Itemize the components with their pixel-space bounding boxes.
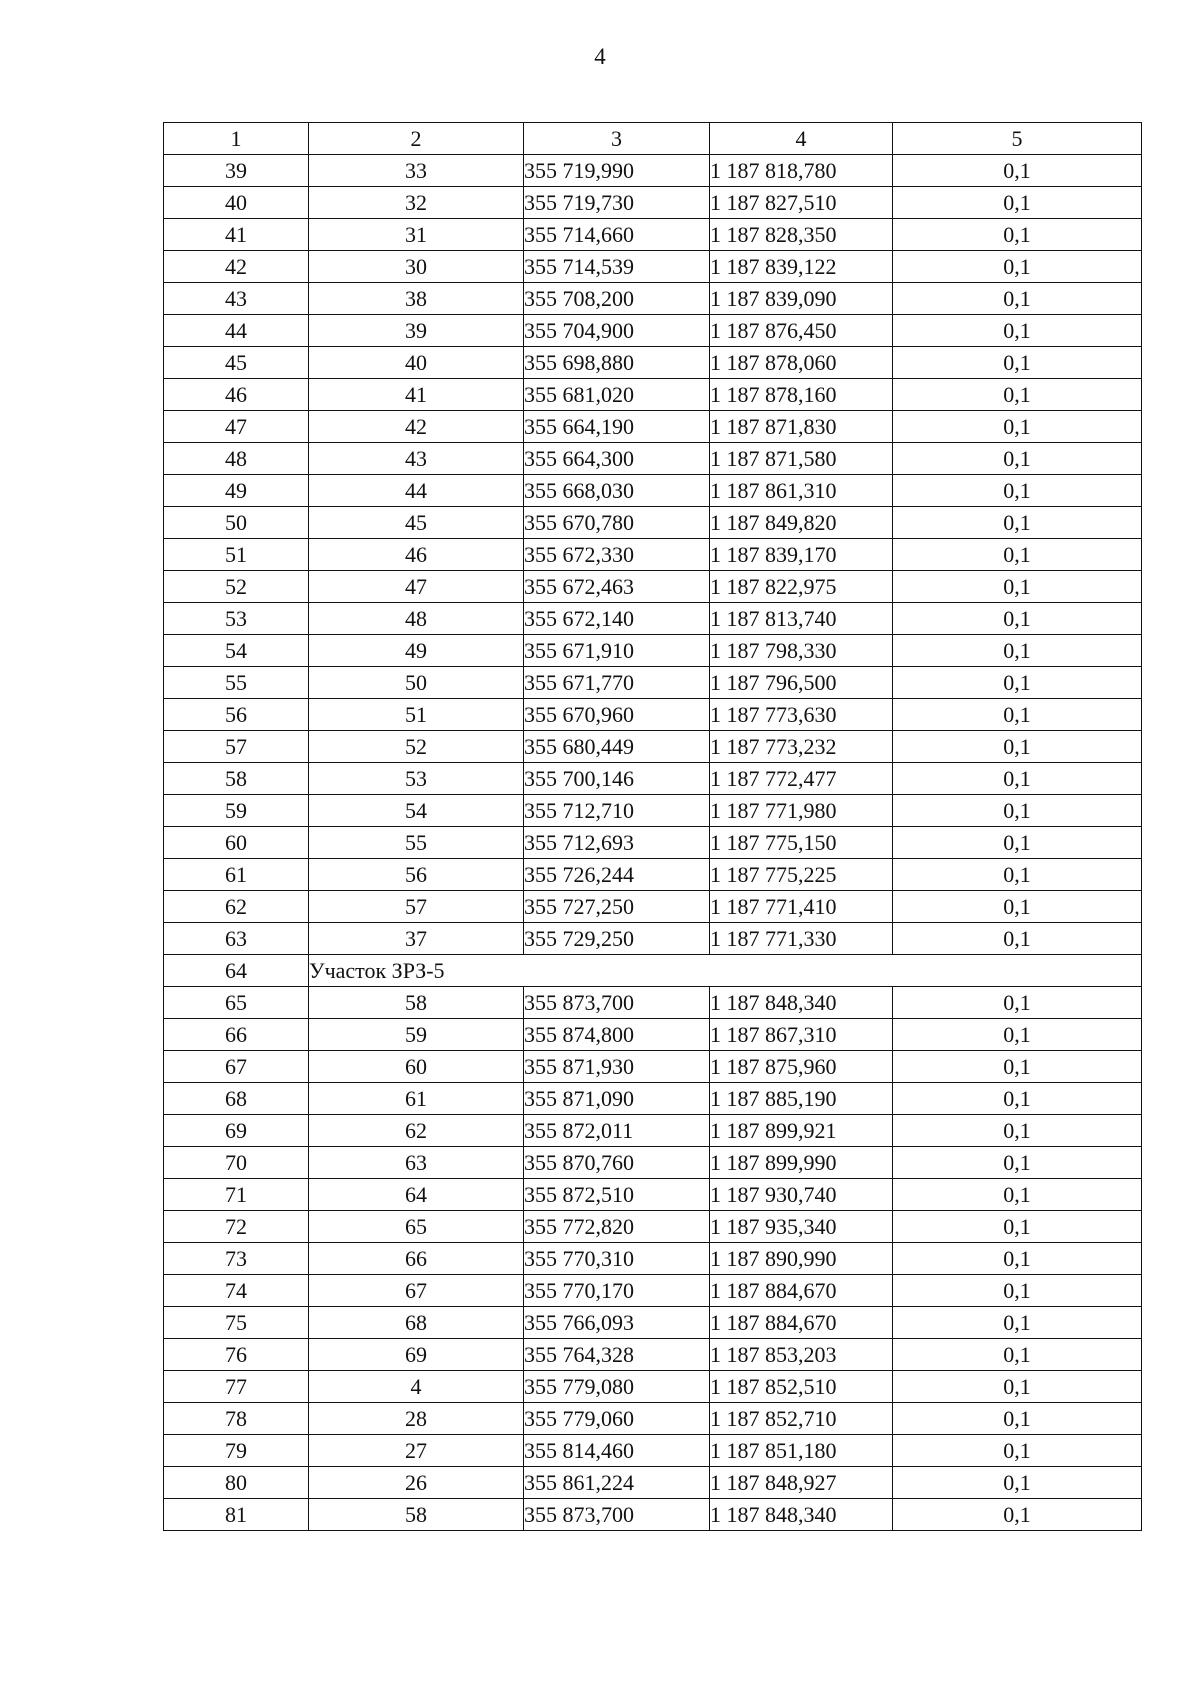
- table-row: [164, 539, 1142, 571]
- x-coordinate-cell: 355 871,930: [524, 1051, 710, 1083]
- point-number-cell: 64: [164, 955, 309, 987]
- accuracy-cell: 0,1: [893, 795, 1142, 827]
- accuracy-cell: 0,1: [893, 251, 1142, 283]
- y-coordinate-cell: 1 187 930,740: [710, 1179, 893, 1211]
- table-row: [164, 1275, 1142, 1307]
- accuracy-cell: 0,1: [893, 571, 1142, 603]
- point-number-cell: 67: [164, 1051, 309, 1083]
- table-row: [164, 411, 1142, 443]
- point-number-cell: 77: [164, 1371, 309, 1403]
- x-coordinate-cell: 355 726,244: [524, 859, 710, 891]
- y-coordinate-cell: 1 187 798,330: [710, 635, 893, 667]
- point-number-cell: 42: [164, 251, 309, 283]
- vertex-number-cell: 57: [309, 891, 524, 923]
- x-coordinate-cell: 355 698,880: [524, 347, 710, 379]
- point-number-cell: 41: [164, 219, 309, 251]
- table-row: [164, 795, 1142, 827]
- point-number-cell: 60: [164, 827, 309, 859]
- point-number-cell: 43: [164, 283, 309, 315]
- table-row: [164, 219, 1142, 251]
- x-coordinate-cell: 355 668,030: [524, 475, 710, 507]
- vertex-number-cell: 43: [309, 443, 524, 475]
- x-coordinate-cell: 355 712,710: [524, 795, 710, 827]
- x-coordinate-cell: 355 779,080: [524, 1371, 710, 1403]
- vertex-number-cell: 58: [309, 987, 524, 1019]
- table-row: [164, 1467, 1142, 1499]
- vertex-number-cell: 51: [309, 699, 524, 731]
- table-row: [164, 1051, 1142, 1083]
- accuracy-cell: 0,1: [893, 315, 1142, 347]
- accuracy-cell: 0,1: [893, 987, 1142, 1019]
- accuracy-cell: 0,1: [893, 155, 1142, 187]
- point-number-cell: 52: [164, 571, 309, 603]
- y-coordinate-cell: 1 187 772,477: [710, 763, 893, 795]
- table-row: [164, 1339, 1142, 1371]
- point-number-cell: 71: [164, 1179, 309, 1211]
- x-coordinate-cell: 355 861,224: [524, 1467, 710, 1499]
- vertex-number-cell: 41: [309, 379, 524, 411]
- point-number-cell: 50: [164, 507, 309, 539]
- y-coordinate-cell: 1 187 827,510: [710, 187, 893, 219]
- y-coordinate-cell: 1 187 848,340: [710, 987, 893, 1019]
- accuracy-cell: 0,1: [893, 1243, 1142, 1275]
- accuracy-cell: 0,1: [893, 635, 1142, 667]
- point-number-cell: 78: [164, 1403, 309, 1435]
- x-coordinate-cell: 355 772,820: [524, 1211, 710, 1243]
- y-coordinate-cell: 1 187 771,330: [710, 923, 893, 955]
- x-coordinate-cell: 355 873,700: [524, 987, 710, 1019]
- vertex-number-cell: 37: [309, 923, 524, 955]
- table-row: [164, 283, 1142, 315]
- table-row: [164, 635, 1142, 667]
- table-row: [164, 1243, 1142, 1275]
- accuracy-cell: 0,1: [893, 1115, 1142, 1147]
- accuracy-cell: 0,1: [893, 1435, 1142, 1467]
- x-coordinate-cell: 355 672,330: [524, 539, 710, 571]
- x-coordinate-cell: 355 704,900: [524, 315, 710, 347]
- y-coordinate-cell: 1 187 899,990: [710, 1147, 893, 1179]
- table-row: [164, 827, 1142, 859]
- point-number-cell: 80: [164, 1467, 309, 1499]
- x-coordinate-cell: 355 719,730: [524, 187, 710, 219]
- point-number-cell: 65: [164, 987, 309, 1019]
- point-number-cell: 54: [164, 635, 309, 667]
- vertex-number-cell: 44: [309, 475, 524, 507]
- table-row: [164, 859, 1142, 891]
- y-coordinate-cell: 1 187 775,225: [710, 859, 893, 891]
- point-number-cell: 81: [164, 1499, 309, 1531]
- x-coordinate-cell: 355 681,020: [524, 379, 710, 411]
- x-coordinate-cell: 355 672,140: [524, 603, 710, 635]
- point-number-cell: 56: [164, 699, 309, 731]
- accuracy-cell: 0,1: [893, 603, 1142, 635]
- accuracy-cell: 0,1: [893, 1211, 1142, 1243]
- point-number-cell: 39: [164, 155, 309, 187]
- table-row: [164, 571, 1142, 603]
- vertex-number-cell: 40: [309, 347, 524, 379]
- header-cell: 2: [309, 123, 524, 155]
- y-coordinate-cell: 1 187 871,830: [710, 411, 893, 443]
- vertex-number-cell: 55: [309, 827, 524, 859]
- point-number-cell: 45: [164, 347, 309, 379]
- y-coordinate-cell: 1 187 851,180: [710, 1435, 893, 1467]
- table-row: [164, 315, 1142, 347]
- x-coordinate-cell: 355 764,328: [524, 1339, 710, 1371]
- x-coordinate-cell: 355 672,463: [524, 571, 710, 603]
- table-row: [164, 667, 1142, 699]
- point-number-cell: 72: [164, 1211, 309, 1243]
- vertex-number-cell: 49: [309, 635, 524, 667]
- point-number-cell: 59: [164, 795, 309, 827]
- x-coordinate-cell: 355 872,011: [524, 1115, 710, 1147]
- table-row: [164, 379, 1142, 411]
- x-coordinate-cell: 355 770,310: [524, 1243, 710, 1275]
- point-number-cell: 58: [164, 763, 309, 795]
- y-coordinate-cell: 1 187 839,090: [710, 283, 893, 315]
- accuracy-cell: 0,1: [893, 283, 1142, 315]
- y-coordinate-cell: 1 187 848,927: [710, 1467, 893, 1499]
- vertex-number-cell: 59: [309, 1019, 524, 1051]
- table-row: [164, 507, 1142, 539]
- x-coordinate-cell: 355 680,449: [524, 731, 710, 763]
- table-body: [164, 123, 1142, 1531]
- table-row: [164, 1371, 1142, 1403]
- table-row: [164, 603, 1142, 635]
- accuracy-cell: 0,1: [893, 1371, 1142, 1403]
- y-coordinate-cell: 1 187 890,990: [710, 1243, 893, 1275]
- table-row: [164, 699, 1142, 731]
- vertex-number-cell: 39: [309, 315, 524, 347]
- vertex-number-cell: 66: [309, 1243, 524, 1275]
- accuracy-cell: 0,1: [893, 1019, 1142, 1051]
- x-coordinate-cell: 355 874,800: [524, 1019, 710, 1051]
- y-coordinate-cell: 1 187 771,980: [710, 795, 893, 827]
- vertex-number-cell: 63: [309, 1147, 524, 1179]
- accuracy-cell: 0,1: [893, 859, 1142, 891]
- accuracy-cell: 0,1: [893, 507, 1142, 539]
- x-coordinate-cell: 355 729,250: [524, 923, 710, 955]
- y-coordinate-cell: 1 187 867,310: [710, 1019, 893, 1051]
- y-coordinate-cell: 1 187 773,630: [710, 699, 893, 731]
- accuracy-cell: 0,1: [893, 411, 1142, 443]
- accuracy-cell: 0,1: [893, 1083, 1142, 1115]
- accuracy-cell: 0,1: [893, 1275, 1142, 1307]
- point-number-cell: 62: [164, 891, 309, 923]
- table-row: [164, 1403, 1142, 1435]
- vertex-number-cell: 67: [309, 1275, 524, 1307]
- vertex-number-cell: 56: [309, 859, 524, 891]
- vertex-number-cell: 42: [309, 411, 524, 443]
- accuracy-cell: 0,1: [893, 443, 1142, 475]
- accuracy-cell: 0,1: [893, 539, 1142, 571]
- vertex-number-cell: 53: [309, 763, 524, 795]
- point-number-cell: 49: [164, 475, 309, 507]
- accuracy-cell: 0,1: [893, 1179, 1142, 1211]
- vertex-number-cell: 60: [309, 1051, 524, 1083]
- accuracy-cell: 0,1: [893, 379, 1142, 411]
- point-number-cell: 63: [164, 923, 309, 955]
- accuracy-cell: 0,1: [893, 1499, 1142, 1531]
- x-coordinate-cell: 355 714,539: [524, 251, 710, 283]
- vertex-number-cell: 28: [309, 1403, 524, 1435]
- vertex-number-cell: 48: [309, 603, 524, 635]
- accuracy-cell: 0,1: [893, 699, 1142, 731]
- y-coordinate-cell: 1 187 885,190: [710, 1083, 893, 1115]
- x-coordinate-cell: 355 714,660: [524, 219, 710, 251]
- section-title-cell: Участок ЗРЗ-5: [309, 955, 1142, 987]
- point-number-cell: 79: [164, 1435, 309, 1467]
- point-number-cell: 66: [164, 1019, 309, 1051]
- accuracy-cell: 0,1: [893, 475, 1142, 507]
- y-coordinate-cell: 1 187 818,780: [710, 155, 893, 187]
- x-coordinate-cell: 355 770,170: [524, 1275, 710, 1307]
- x-coordinate-cell: 355 873,700: [524, 1499, 710, 1531]
- vertex-number-cell: 31: [309, 219, 524, 251]
- table-row: [164, 251, 1142, 283]
- point-number-cell: 74: [164, 1275, 309, 1307]
- point-number-cell: 69: [164, 1115, 309, 1147]
- accuracy-cell: 0,1: [893, 187, 1142, 219]
- x-coordinate-cell: 355 871,090: [524, 1083, 710, 1115]
- x-coordinate-cell: 355 670,960: [524, 699, 710, 731]
- y-coordinate-cell: 1 187 771,410: [710, 891, 893, 923]
- vertex-number-cell: 33: [309, 155, 524, 187]
- vertex-number-cell: 27: [309, 1435, 524, 1467]
- table-row: [164, 1435, 1142, 1467]
- y-coordinate-cell: 1 187 828,350: [710, 219, 893, 251]
- header-cell: 5: [893, 123, 1142, 155]
- accuracy-cell: 0,1: [893, 827, 1142, 859]
- header-cell: 4: [710, 123, 893, 155]
- point-number-cell: 75: [164, 1307, 309, 1339]
- y-coordinate-cell: 1 187 884,670: [710, 1275, 893, 1307]
- y-coordinate-cell: 1 187 839,170: [710, 539, 893, 571]
- y-coordinate-cell: 1 187 875,960: [710, 1051, 893, 1083]
- vertex-number-cell: 54: [309, 795, 524, 827]
- table-row: [164, 1147, 1142, 1179]
- point-number-cell: 47: [164, 411, 309, 443]
- vertex-number-cell: 30: [309, 251, 524, 283]
- vertex-number-cell: 61: [309, 1083, 524, 1115]
- point-number-cell: 48: [164, 443, 309, 475]
- table-row: [164, 1083, 1142, 1115]
- table-row: [164, 923, 1142, 955]
- y-coordinate-cell: 1 187 852,510: [710, 1371, 893, 1403]
- vertex-number-cell: 58: [309, 1499, 524, 1531]
- x-coordinate-cell: 355 814,460: [524, 1435, 710, 1467]
- vertex-number-cell: 68: [309, 1307, 524, 1339]
- point-number-cell: 46: [164, 379, 309, 411]
- page-number: 4: [594, 44, 606, 69]
- table-row: [164, 1499, 1142, 1531]
- x-coordinate-cell: 355 719,990: [524, 155, 710, 187]
- header-cell: 3: [524, 123, 710, 155]
- vertex-number-cell: 69: [309, 1339, 524, 1371]
- x-coordinate-cell: 355 872,510: [524, 1179, 710, 1211]
- table-row: [164, 155, 1142, 187]
- y-coordinate-cell: 1 187 775,150: [710, 827, 893, 859]
- accuracy-cell: 0,1: [893, 1403, 1142, 1435]
- point-number-cell: 68: [164, 1083, 309, 1115]
- table-header-row: [164, 123, 1142, 155]
- x-coordinate-cell: 355 712,693: [524, 827, 710, 859]
- table-row: [164, 1211, 1142, 1243]
- x-coordinate-cell: 355 671,910: [524, 635, 710, 667]
- y-coordinate-cell: 1 187 853,203: [710, 1339, 893, 1371]
- table-row: [164, 1115, 1142, 1147]
- point-number-cell: 51: [164, 539, 309, 571]
- x-coordinate-cell: 355 671,770: [524, 667, 710, 699]
- vertex-number-cell: 32: [309, 187, 524, 219]
- accuracy-cell: 0,1: [893, 347, 1142, 379]
- vertex-number-cell: 38: [309, 283, 524, 315]
- accuracy-cell: 0,1: [893, 1051, 1142, 1083]
- accuracy-cell: 0,1: [893, 763, 1142, 795]
- section-row: [164, 955, 1142, 987]
- y-coordinate-cell: 1 187 848,340: [710, 1499, 893, 1531]
- vertex-number-cell: 52: [309, 731, 524, 763]
- y-coordinate-cell: 1 187 871,580: [710, 443, 893, 475]
- vertex-number-cell: 50: [309, 667, 524, 699]
- table-row: [164, 187, 1142, 219]
- point-number-cell: 53: [164, 603, 309, 635]
- point-number-cell: 76: [164, 1339, 309, 1371]
- accuracy-cell: 0,1: [893, 1467, 1142, 1499]
- point-number-cell: 61: [164, 859, 309, 891]
- y-coordinate-cell: 1 187 849,820: [710, 507, 893, 539]
- y-coordinate-cell: 1 187 773,232: [710, 731, 893, 763]
- x-coordinate-cell: 355 664,300: [524, 443, 710, 475]
- header-cell: 1: [164, 123, 309, 155]
- accuracy-cell: 0,1: [893, 731, 1142, 763]
- vertex-number-cell: 26: [309, 1467, 524, 1499]
- table-row: [164, 1307, 1142, 1339]
- point-number-cell: 44: [164, 315, 309, 347]
- table-row: [164, 443, 1142, 475]
- x-coordinate-cell: 355 700,146: [524, 763, 710, 795]
- y-coordinate-cell: 1 187 899,921: [710, 1115, 893, 1147]
- table-row: [164, 731, 1142, 763]
- vertex-number-cell: 65: [309, 1211, 524, 1243]
- table-row: [164, 1179, 1142, 1211]
- accuracy-cell: 0,1: [893, 1147, 1142, 1179]
- y-coordinate-cell: 1 187 861,310: [710, 475, 893, 507]
- x-coordinate-cell: 355 727,250: [524, 891, 710, 923]
- accuracy-cell: 0,1: [893, 1307, 1142, 1339]
- x-coordinate-cell: 355 870,760: [524, 1147, 710, 1179]
- y-coordinate-cell: 1 187 852,710: [710, 1403, 893, 1435]
- coordinates-table: [163, 122, 1142, 1531]
- y-coordinate-cell: 1 187 884,670: [710, 1307, 893, 1339]
- x-coordinate-cell: 355 708,200: [524, 283, 710, 315]
- x-coordinate-cell: 355 664,190: [524, 411, 710, 443]
- vertex-number-cell: 4: [309, 1371, 524, 1403]
- y-coordinate-cell: 1 187 839,122: [710, 251, 893, 283]
- point-number-cell: 57: [164, 731, 309, 763]
- table-row: [164, 763, 1142, 795]
- y-coordinate-cell: 1 187 876,450: [710, 315, 893, 347]
- y-coordinate-cell: 1 187 878,060: [710, 347, 893, 379]
- accuracy-cell: 0,1: [893, 923, 1142, 955]
- accuracy-cell: 0,1: [893, 219, 1142, 251]
- vertex-number-cell: 64: [309, 1179, 524, 1211]
- y-coordinate-cell: 1 187 796,500: [710, 667, 893, 699]
- table-row: [164, 987, 1142, 1019]
- table-row: [164, 1019, 1142, 1051]
- point-number-cell: 73: [164, 1243, 309, 1275]
- x-coordinate-cell: 355 670,780: [524, 507, 710, 539]
- y-coordinate-cell: 1 187 935,340: [710, 1211, 893, 1243]
- vertex-number-cell: 46: [309, 539, 524, 571]
- point-number-cell: 40: [164, 187, 309, 219]
- vertex-number-cell: 45: [309, 507, 524, 539]
- accuracy-cell: 0,1: [893, 1339, 1142, 1371]
- point-number-cell: 70: [164, 1147, 309, 1179]
- point-number-cell: 55: [164, 667, 309, 699]
- table-row: [164, 891, 1142, 923]
- accuracy-cell: 0,1: [893, 891, 1142, 923]
- x-coordinate-cell: 355 766,093: [524, 1307, 710, 1339]
- table-row: [164, 347, 1142, 379]
- y-coordinate-cell: 1 187 878,160: [710, 379, 893, 411]
- accuracy-cell: 0,1: [893, 667, 1142, 699]
- vertex-number-cell: 47: [309, 571, 524, 603]
- vertex-number-cell: 62: [309, 1115, 524, 1147]
- y-coordinate-cell: 1 187 822,975: [710, 571, 893, 603]
- table-row: [164, 475, 1142, 507]
- x-coordinate-cell: 355 779,060: [524, 1403, 710, 1435]
- y-coordinate-cell: 1 187 813,740: [710, 603, 893, 635]
